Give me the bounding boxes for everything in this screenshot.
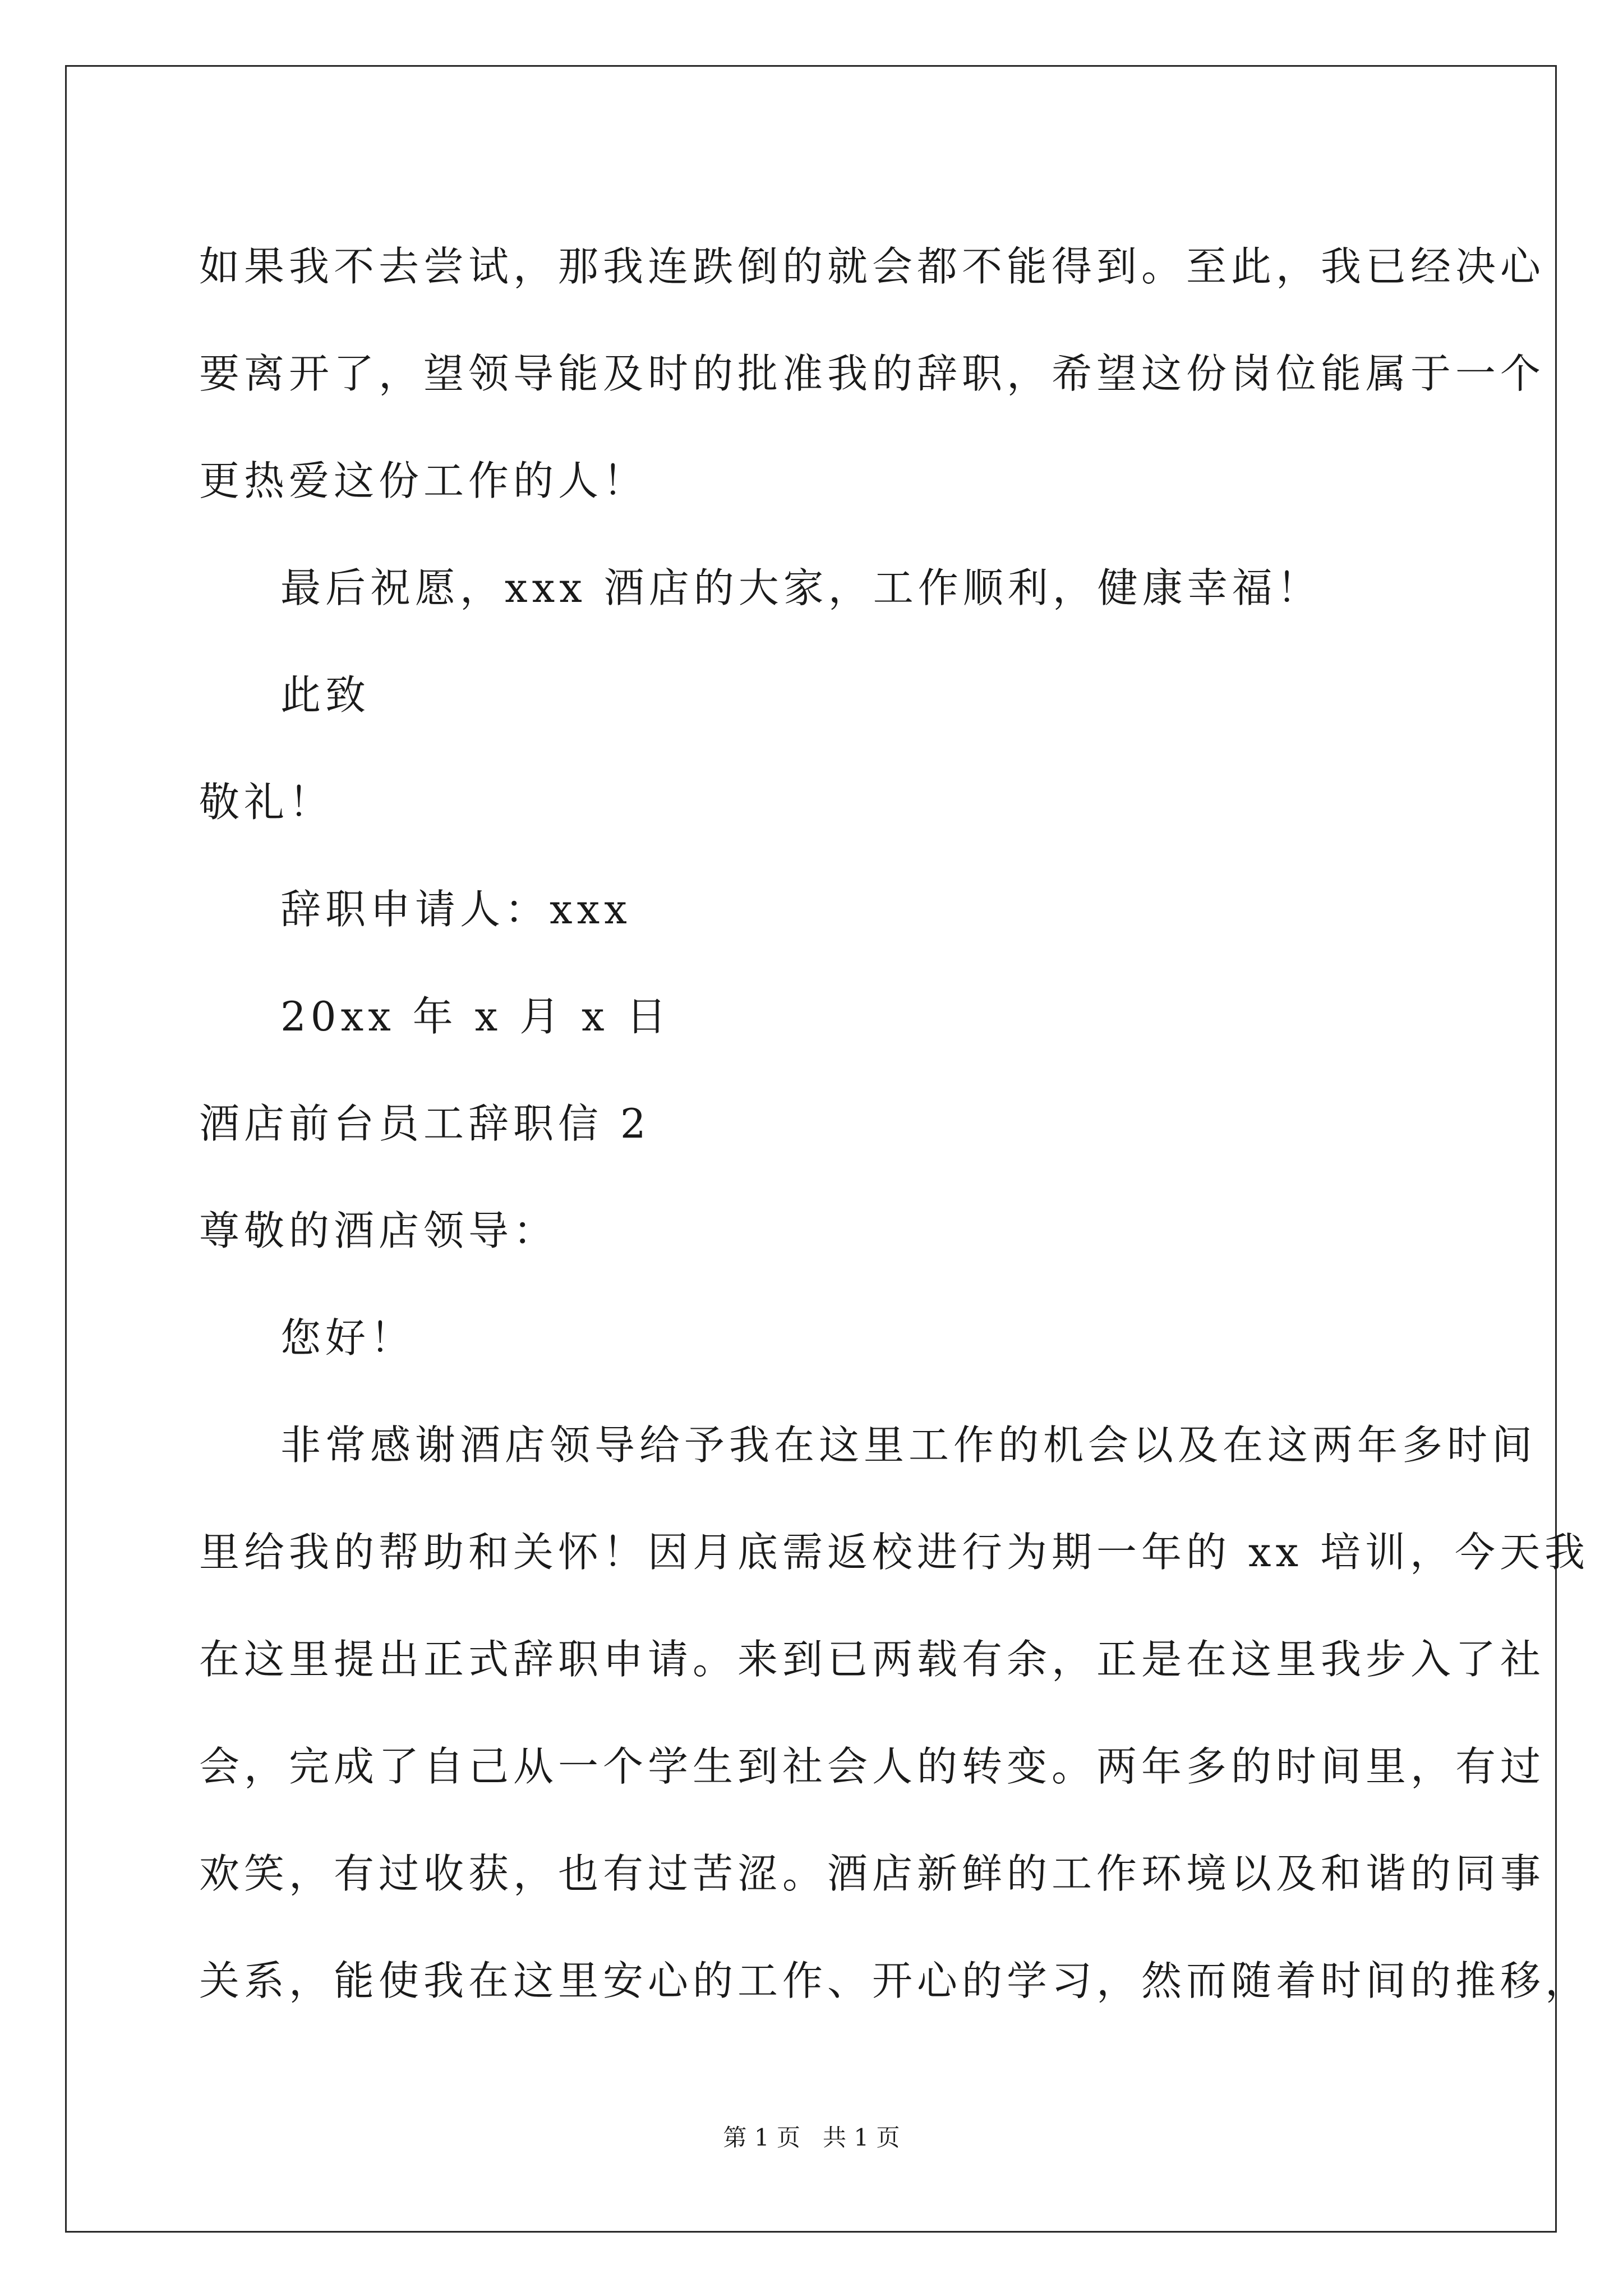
text-line-7: 辞职申请人：xxx bbox=[280, 886, 631, 933]
text-line-17: 关系，能使我在这里安心的工作、开心的学习，然而随着时间的推移， bbox=[199, 1957, 1590, 2004]
text-line-13: 里给我的帮助和关怀！因月底需返校进行为期一年的 xx 培训，今天我 bbox=[199, 1529, 1589, 1576]
salutation: 尊敬的酒店领导： bbox=[199, 1207, 559, 1254]
text-line-6: 敬礼！ bbox=[199, 779, 334, 826]
text-line-16: 欢笑，有过收获，也有过苦涩。酒店新鲜的工作环境以及和谐的同事 bbox=[199, 1850, 1546, 1897]
text-line-15: 会，完成了自己从一个学生到社会人的转变。两年多的时间里，有过 bbox=[199, 1743, 1546, 1790]
document-body bbox=[199, 213, 1590, 2035]
text-line-1: 如果我不去尝试，那我连跌倒的就会都不能得到。至此，我已经决心 bbox=[199, 243, 1546, 290]
letter-title: 酒店前台员工辞职信 2 bbox=[199, 1100, 651, 1147]
text-line-8: 20xx 年 x 月 x 日 bbox=[280, 993, 671, 1040]
text-line-14: 在这里提出正式辞职申请。来到已两载有余，正是在这里我步入了社 bbox=[199, 1636, 1546, 1683]
page-footer: 第 1 页 共 1 页 bbox=[723, 2124, 900, 2151]
text-line-3: 更热爱这份工作的人！ bbox=[199, 457, 648, 504]
text-line-5: 此致 bbox=[280, 671, 371, 719]
text-line-2: 要离开了，望领导能及时的批准我的辞职，希望这份岗位能属于一个 bbox=[199, 350, 1546, 397]
text-line-12: 非常感谢酒店领导给予我在这里工作的机会以及在这两年多时间 bbox=[280, 1421, 1537, 1469]
greeting: 您好！ bbox=[280, 1314, 416, 1361]
text-line-4: 最后祝愿，xxx 酒店的大家，工作顺利，健康幸福！ bbox=[280, 564, 1322, 611]
